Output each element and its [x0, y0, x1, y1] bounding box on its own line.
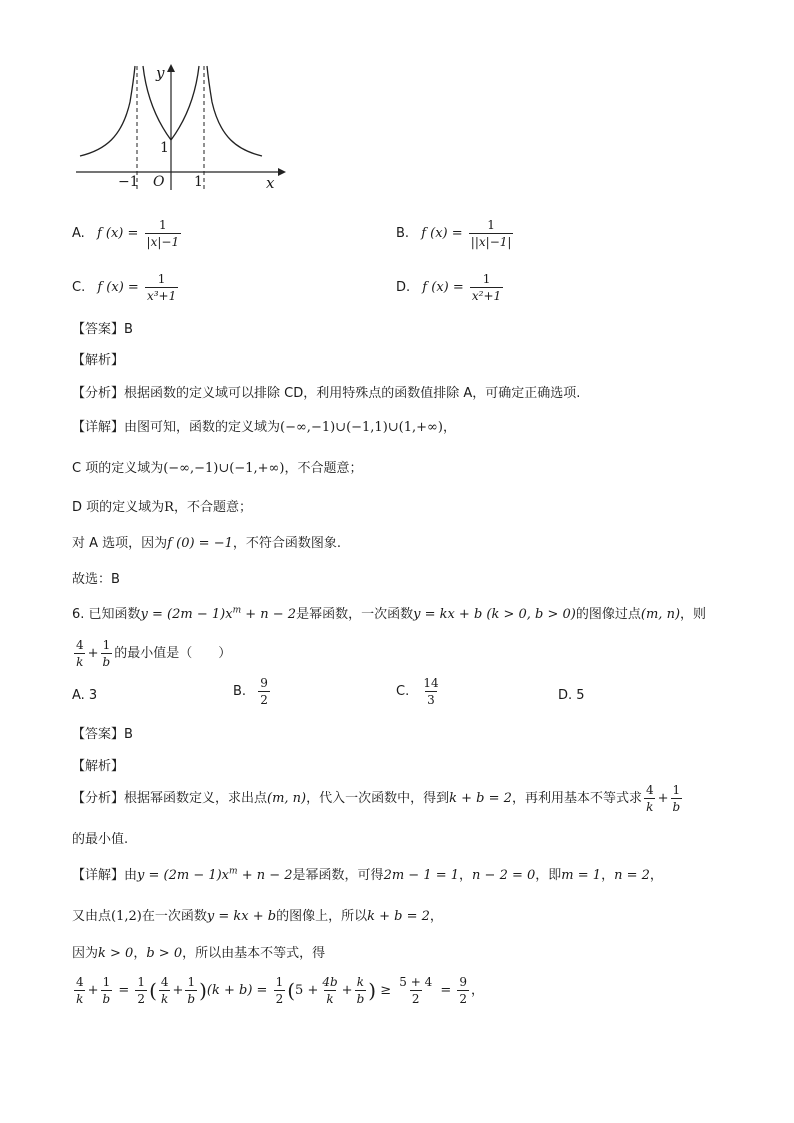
fraction: [258, 676, 270, 707]
text: 的最小值是（ ）: [114, 646, 232, 661]
graph-neg-one-label: −1: [118, 174, 139, 190]
fraction: [274, 975, 286, 1006]
math: b > 0: [146, 946, 183, 961]
math: k > 0: [98, 946, 134, 961]
fraction: [74, 638, 86, 669]
frac-den: b: [102, 992, 111, 1006]
fraction: [457, 975, 469, 1006]
fraction: [470, 272, 503, 303]
q5-a-line: [72, 532, 341, 551]
frac-den: 2: [260, 693, 268, 707]
frac-num: 1: [482, 272, 491, 286]
q6-fenxi-line2: 的最小值.: [72, 832, 129, 847]
math: n − 2 = 0: [472, 868, 536, 883]
math: (k + b) =: [206, 983, 268, 998]
q5-d-line: [72, 496, 252, 515]
frac-num: 1: [102, 638, 111, 652]
q6-answer: 【答案】B: [72, 727, 133, 742]
math: m = 1: [561, 868, 602, 883]
paren-open: (: [287, 978, 296, 1003]
frac-num: 9: [260, 676, 268, 690]
frac-num: 5 + 4: [399, 975, 433, 989]
text: ，即: [535, 868, 562, 883]
frac-den: 3: [427, 693, 435, 707]
curve-left-outer: [80, 66, 135, 156]
fx-label: f (x) =: [96, 226, 139, 241]
text: 因为: [72, 946, 99, 961]
y-axis-arrow: [167, 64, 175, 72]
text: ，: [459, 868, 473, 883]
text: 在一次函数: [141, 909, 207, 924]
math-sup: m: [232, 605, 242, 616]
frac-num: 1: [157, 272, 166, 286]
fraction: [469, 218, 514, 249]
frac-num: 1: [158, 218, 167, 232]
fraction: [159, 975, 171, 1006]
function-graph: [70, 62, 290, 197]
fraction: [671, 783, 683, 814]
text: ，: [442, 420, 456, 435]
q6-line-point: [72, 905, 443, 924]
frac-den: k: [326, 992, 334, 1006]
math: k + b = 2: [367, 909, 430, 924]
frac-num: 1: [137, 975, 146, 989]
q6-final-formula: [72, 975, 484, 1006]
text: 的图像过点: [575, 607, 641, 622]
frac-den: 2: [275, 992, 284, 1006]
math: + n − 2: [241, 607, 297, 622]
text: 6. 已知函数: [72, 607, 141, 622]
frac-den: ||x|−1|: [470, 235, 512, 249]
frac-den: k: [161, 992, 169, 1006]
q6-xiangjie: [72, 864, 663, 883]
frac-num: 4: [76, 975, 84, 989]
q5-fenxi: 【分析】根据函数的定义域可以排除 CD，利用特殊点的函数值排除 A，可确定正确选项.: [72, 386, 581, 401]
frac-den: 2: [137, 992, 146, 1006]
frac-num: 4: [645, 783, 654, 797]
q6-stem: [72, 603, 706, 622]
graph-one-x-label: 1: [194, 174, 203, 190]
text: ，再利用基本不等式求: [511, 791, 642, 806]
plus: +: [172, 983, 184, 998]
fraction: [145, 218, 182, 249]
frac-num: 4: [160, 975, 169, 989]
frac-den: 2: [411, 992, 420, 1006]
text: D 项的定义域为: [72, 500, 165, 515]
frac-den: b: [356, 992, 365, 1006]
q5-option-d: [396, 272, 505, 303]
q6-option-c: [396, 676, 443, 707]
fraction: [421, 676, 440, 707]
text: 【详解】由图可知，函数的定义域为: [72, 420, 281, 435]
text: 是幂函数，一次函数: [296, 607, 414, 622]
q6-jiexi: 【解析】: [72, 759, 125, 774]
option-letter: C.: [72, 280, 86, 295]
fraction: [145, 272, 178, 303]
frac-den: b: [672, 800, 681, 814]
plus: +: [657, 791, 669, 806]
equals: =: [440, 983, 452, 998]
text: ，: [649, 868, 663, 883]
graph-y-label: y: [156, 64, 165, 82]
paren-close: ): [199, 978, 207, 1003]
math: 2m − 1 = 1: [383, 868, 460, 883]
frac-num: 14: [423, 676, 439, 690]
fraction: [101, 975, 113, 1006]
fraction: [644, 783, 656, 814]
option-letter: C.: [396, 684, 410, 699]
q5-option-c: [72, 272, 180, 303]
fraction: [355, 975, 367, 1006]
text: 的图像上，所以: [276, 909, 368, 924]
q6-option-d: D. 5: [558, 688, 585, 703]
math: y = kx + b (k > 0, b > 0): [413, 607, 576, 622]
frac-den: x³+1: [146, 289, 177, 303]
frac-num: k: [356, 975, 365, 989]
frac-den: k: [76, 655, 84, 669]
plus: +: [87, 646, 99, 661]
math: (−∞,−1)∪(−1,+∞): [163, 461, 285, 476]
ge: ≥: [380, 983, 392, 998]
frac-den: 2: [459, 992, 468, 1006]
text: 【详解】由: [72, 868, 138, 883]
fraction: [185, 975, 197, 1006]
x-axis-arrow: [278, 168, 286, 176]
option-letter: B.: [233, 684, 247, 699]
text: ，所以由基本不等式，得: [182, 946, 326, 961]
q6-line-because: [72, 942, 325, 961]
text: C 项的定义域为: [72, 461, 164, 476]
text: 是幂函数，可得: [292, 868, 384, 883]
graph-origin-label: O: [153, 174, 165, 190]
graph-one-y-label: 1: [160, 140, 169, 156]
frac-num: 4b: [322, 975, 338, 989]
text: 对 A 选项，因为: [72, 536, 168, 551]
plus: +: [341, 983, 353, 998]
math: k + b = 2: [449, 791, 512, 806]
math: (m, n): [267, 791, 307, 806]
math: f (0) = −1: [167, 536, 233, 551]
frac-num: 1: [672, 783, 681, 797]
text: 【分析】根据幂函数定义，求出点: [72, 791, 268, 806]
text: ，: [601, 868, 615, 883]
plus: +: [87, 983, 99, 998]
option-letter: B.: [396, 226, 410, 241]
math: (−∞,−1)∪(−1,1)∪(1,+∞): [280, 420, 443, 435]
math: y = (2m − 1)x: [140, 607, 233, 622]
option-letter: D.: [396, 280, 411, 295]
text: ，不合题意；: [284, 461, 363, 476]
math: (1,2): [111, 909, 142, 924]
text: ，: [429, 909, 443, 924]
curve-right-outer: [207, 66, 262, 156]
q5-xiangjie: [72, 416, 456, 435]
q5-jiexi: 【解析】: [72, 353, 125, 368]
q6-option-a: A. 3: [72, 688, 98, 703]
paren-open: (: [149, 978, 157, 1003]
frac-num: 9: [459, 975, 468, 989]
math-sup: m: [229, 866, 238, 877]
text: ，不合题意；: [173, 500, 252, 515]
fraction: [101, 638, 113, 669]
math: n = 2: [614, 868, 650, 883]
paren-close: ): [368, 978, 377, 1003]
fx-label: f (x) =: [422, 280, 464, 295]
math: (m, n): [640, 607, 681, 622]
fraction: [320, 975, 339, 1006]
frac-den: |x|−1: [146, 235, 180, 249]
frac-den: x²+1: [471, 289, 502, 303]
frac-num: 1: [487, 218, 495, 232]
q6-fenxi: [72, 783, 684, 814]
frac-num: 4: [76, 638, 84, 652]
text: ，代入一次函数中，得到: [306, 791, 450, 806]
q5-c-line: [72, 457, 362, 476]
q5-option-b: [396, 218, 515, 249]
math: R: [164, 500, 174, 515]
frac-den: b: [187, 992, 196, 1006]
fraction: [74, 975, 86, 1006]
fx-label: f (x) =: [97, 280, 139, 295]
text: ，则: [680, 607, 707, 622]
equals: =: [118, 983, 130, 998]
math: + n − 2: [237, 868, 293, 883]
text: ，: [471, 983, 485, 998]
text: 又由点: [72, 909, 112, 924]
graph-x-label: x: [266, 174, 275, 192]
frac-num: 1: [275, 975, 284, 989]
frac-num: 1: [102, 975, 111, 989]
text: ，不符合函数图象.: [232, 536, 341, 551]
frac-num: 1: [187, 975, 196, 989]
frac-den: b: [102, 655, 111, 669]
fraction: [397, 975, 434, 1006]
frac-den: k: [646, 800, 654, 814]
q5-answer: 【答案】B: [72, 322, 133, 337]
q5-guxuan: 故选：B: [72, 572, 120, 587]
q6-option-b: [233, 676, 272, 707]
q5-option-a: [72, 218, 183, 249]
math: y = kx + b: [206, 909, 277, 924]
q6-stem-line2: [72, 638, 231, 669]
fraction: [135, 975, 147, 1006]
frac-den: k: [76, 992, 84, 1006]
text: ，: [133, 946, 147, 961]
math: 5 +: [295, 983, 319, 998]
option-letter: A.: [72, 226, 85, 241]
math: y = (2m − 1)x: [137, 868, 230, 883]
fx-label: f (x) =: [421, 226, 463, 241]
